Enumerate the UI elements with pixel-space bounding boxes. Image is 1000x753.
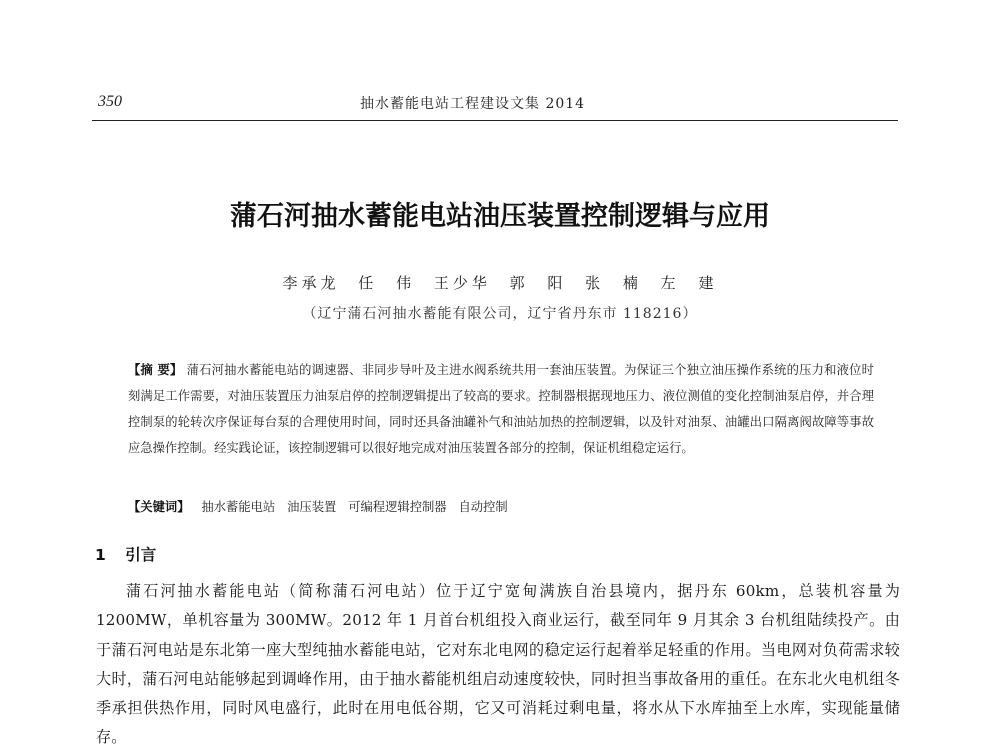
abstract-label: 【摘 要】	[128, 363, 183, 377]
keywords-text: 抽水蓄能电站 油压装置 可编程逻辑控制器 自动控制	[201, 500, 508, 514]
running-title: 抽水蓄能电站工程建设文集 2014	[360, 96, 586, 112]
abstract-text: 蒲石河抽水蓄能电站的调速器、非同步导叶及主进水阀系统共用一套油压装置。为保证三个独立油压操作系统的压力和液位时刻满足工作需要，对油压装置压力油泵启停的控制逻辑提出了较高的要求。控制器根据现地压力、液位测值的变化控制油泵启停，并合理控制泵的轮转次序保证每台泵的合理使用时间，同时还具备油罐补气和油站加热的控制逻辑，以及针对油泵、油罐出口隔离阀故障等事故应急操作控制。经实践论证，该控制逻辑可以很好地完成对油压装置各部分的控制，保证机组稳定运行。	[128, 363, 874, 455]
section-title: 引言	[125, 546, 157, 564]
body-paragraph: 蒲石河抽水蓄能电站（简称蒲石河电站）位于辽宁宽甸满族自治县境内，据丹东 60km，总装机容量为 1200MW，单机容量为 300MW。2012 年 1 月首台机组投入商业运行，截至同年 9 月其余 3 台机组陆续投产。由于蒲石河电站是东北第一座大型纯抽水蓄能电站，它对东北电网的稳定运行起着举足轻重的作用。当电网对负荷需求较大时，蒲石河电站能够起到调峰作用，由于抽水蓄能机组启动速度较快，同时担当事故备用的重任。在东北火电机组冬季承担供热作用，同时风电盛行，此时在用电低谷期，它又可消耗过剩电量，将水从下水库抽至上水库，实现能量储存。	[96, 582, 900, 747]
section-number: 1	[95, 546, 106, 564]
author-list: 李承龙 任 伟 王少华 郭 阳 张 楠 左 建	[282, 274, 718, 292]
header-rule	[92, 120, 898, 121]
affiliation: （辽宁蒲石河抽水蓄能有限公司，辽宁省丹东市 118216）	[302, 306, 698, 322]
keywords-block	[128, 497, 874, 515]
abstract-block	[128, 357, 874, 461]
paper-title: 蒲石河抽水蓄能电站油压装置控制逻辑与应用	[230, 201, 770, 232]
section-heading	[95, 543, 156, 565]
keywords-label: 【关键词】	[128, 500, 190, 514]
page-number: 350	[98, 93, 122, 110]
